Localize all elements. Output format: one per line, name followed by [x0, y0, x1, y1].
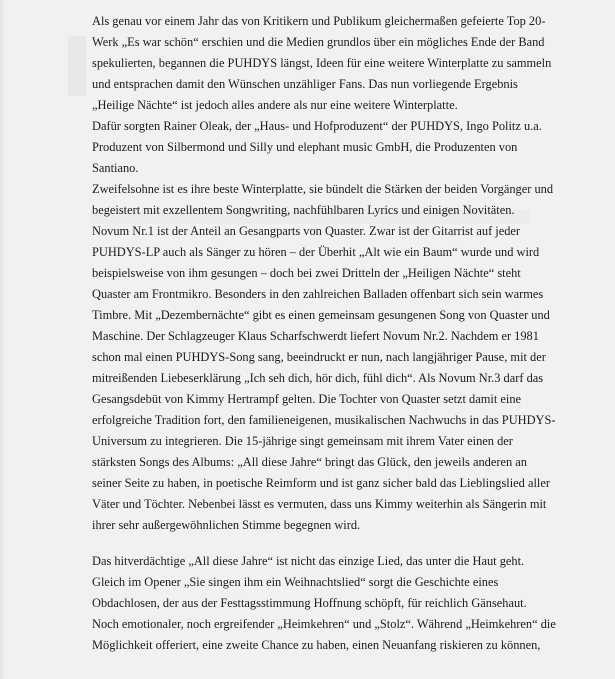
text-line: seiner Seite zu haben, in poetische Reimform und ist ganz sicher bald das Lieblingslied aller: [92, 476, 550, 490]
text-line: und entsprachen damit den Wünschen unzähliger Fans. Das nun vorliegende Ergebnis: [92, 77, 518, 91]
text-line: ihrer sehr außergewöhnlichen Stimme begegnen wird.: [92, 518, 361, 532]
scan-shadow: [68, 36, 86, 96]
text-line: Timbre. Mit „Dezembernächte“ gibt es einen gemeinsam gesungenen Song von Quaster und: [92, 308, 550, 322]
text-line: Noch emotionaler, noch ergreifender „Heimkehren“ und „Stolz“. Während „Heimkehren“ die: [92, 617, 556, 631]
text-line: Zweifelsohne ist es ihre beste Winterplatte, sie bündelt die Stärken der beiden Vorgänger und: [92, 182, 554, 196]
text-line: Das hitverdächtige „All diese Jahre“ ist nicht das einzige Lied, das unter die Haut geht.: [92, 554, 525, 568]
text-line: stärksten Songs des Albums: „All diese Jahre“ bringt das Glück, den jeweils anderen an: [92, 455, 527, 469]
text-line: Als genau vor einem Jahr das von Kritikern und Publikum gleichermaßen gefeierte Top 20-: [92, 14, 546, 28]
text-line: Dafür sorgten Rainer Oleak, der „Haus- und Hofproduzent“ der PUHDYS, Ingo Politz u.a.: [92, 119, 542, 133]
text-line: Werk „Es war schön“ erschien und die Medien grundlos über ein mögliches Ende der Band: [92, 35, 545, 49]
paragraph-songs: [92, 551, 592, 656]
text-line: begeistert mit exzellentem Songwriting, nachfühlbaren Lyrics und einigen Novitäten.: [92, 203, 515, 217]
text-line: PUHDYS-LP auch als Sänger zu hören – der Überhit „Alt wie ein Baum“ wurde und wird: [92, 245, 540, 259]
text-line: schon mal einen PUHDYS-Song sang, beeindruckt er nun, nach langjähriger Pause, mit der: [92, 350, 546, 364]
text-line: Santiano.: [92, 161, 139, 175]
text-line: Maschine. Der Schlagzeuger Klaus Scharfschwerdt liefert Novum Nr.2. Nachdem er 1981: [92, 329, 539, 343]
text-line: mitreißenden Liebeserklärung „Ich seh dich, hör dich, fühl dich“. Als Novum Nr.3 darf das: [92, 371, 544, 385]
text-line: Möglichkeit offeriert, eine zweite Chance zu haben, einen Neuanfang riskieren zu können,: [92, 638, 541, 652]
text-line: Gleich im Opener „Sie singen ihm ein Weihnachtslied“ sorgt die Geschichte eines: [92, 575, 499, 589]
text-line: Produzent von Silbermond und Silly und elephant music GmbH, die Produzenten von: [92, 140, 518, 154]
text-line: erfolgreiche Tradition fort, den familieneigenen, musikalischen Nachwuchs in das PUHDYS-: [92, 413, 556, 427]
text-line: spekulierten, begannen die PUHDYS längst, Ideen für eine weitere Winterplatte zu sammeln: [92, 56, 552, 70]
text-line: beispielsweise von ihm gesungen – doch bei zwei Dritteln der „Heiligen Nächte“ steht: [92, 266, 521, 280]
text-line: Universum zu integrieren. Die 15-jährige singt gemeinsam mit ihrem Vater einen der: [92, 434, 513, 448]
text-line: „Heilige Nächte“ ist jedoch alles andere als nur eine weitere Winterplatte.: [92, 98, 458, 112]
text-line: Gesangsdebüt von Kimmy Hertrampf gelten. Die Tochter von Quaster setzt damit eine: [92, 392, 522, 406]
paragraph-intro: [92, 11, 592, 221]
paragraph-novum: [92, 221, 592, 536]
text-line: Obdachlosen, der aus der Festtagsstimmung Hoffnung schöpft, für reichlich Gänsehaut.: [92, 596, 527, 610]
text-line: Quaster am Frontmikro. Besonders in den zahlreichen Balladen offenbart sich sein warmes: [92, 287, 544, 301]
text-line: Novum Nr.1 ist der Anteil an Gesangparts von Quaster. Zwar ist der Gitarrist auf jeder: [92, 224, 521, 238]
text-line: Väter und Töchter. Nebenbei lässt es vermuten, dass uns Kimmy weiterhin als Sängerin mit: [92, 497, 547, 511]
